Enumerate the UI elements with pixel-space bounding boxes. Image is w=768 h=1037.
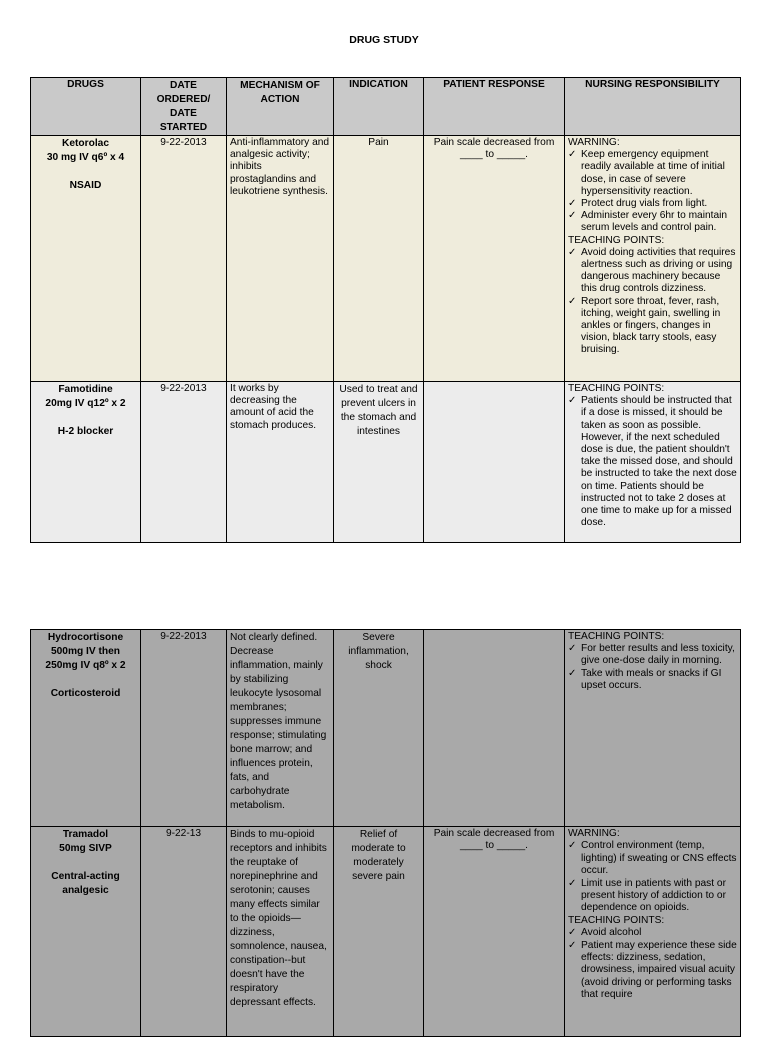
date-cell: 9-22-2013 [141,382,227,543]
date-cell: 9-22-2013 [141,630,227,827]
drug-cell [31,630,141,827]
nursing-cell [565,382,741,543]
teaching-label: TEACHING POINTS: [568,914,665,926]
checkmark-item: ✓ Avoid alcohol [568,927,737,939]
table-row [31,136,741,382]
teaching-label: TEACHING POINTS: [568,234,665,246]
checkmark-item: ✓ Control environment (temp, lighting) if sweating or CNS effects occur. [568,840,737,877]
patient-response-cell: Pain scale decreased from ____ to _____. [424,136,565,382]
checkmark-item: ✓ Limit use in patients with past or present history of addiction to or dependence on opioids. [568,878,737,915]
teaching-label: TEACHING POINTS: [568,631,665,642]
table-header-row [31,78,741,136]
drug-study-table-1 [30,77,741,543]
nursing-cell [565,136,741,382]
mechanism-cell: It works by decreasing the amount of acid the stomach produces. [227,382,334,543]
checkmark-item: ✓ Report sore throat, fever, rash, itching, weight gain, swelling in ankles or fingers, changes in vision, black tarry stools, easy bruising. [568,296,737,357]
warning-label: WARNING: [568,137,620,148]
table-row [31,827,741,1037]
drug-class: H-2 blocker [57,426,114,437]
table-row [31,630,741,827]
header-patient-response: PATIENT RESPONSE [424,78,565,136]
checkmark-item: ✓ For better results and less toxicity, give one-dose daily in morning. [568,643,737,667]
date-cell: 9-22-13 [141,827,227,1037]
header-date: DATE ORDERED/ DATE STARTED [141,78,227,136]
drug-study-table-2 [30,629,741,1037]
header-mechanism: MECHANISM OF ACTION [227,78,334,136]
indication-cell: Severe inflammation, shock [334,630,424,827]
indication-cell: Relief of moderate to moderately severe pain [334,827,424,1037]
checkmark-item: ✓ Administer every 6hr to maintain serum levels and control pain. [568,210,737,234]
checkmark-item: ✓ Patients should be instructed that if a dose is missed, it should be taken as soon as possible. However, if the next scheduled dose is due, the patient shouldn't take the missed dose, and should be instructed to take the next dose on time. Patients should be instructed not to take 2 doses at one time to make up for a missed dose. [568,395,737,529]
header-drugs: DRUGS [31,78,141,136]
nursing-cell [565,630,741,827]
drug-class: NSAID [69,180,102,191]
drug-name: Tramadol [62,829,109,840]
drug-name: Ketorolac [62,138,109,149]
mechanism-cell: Binds to mu-opioid receptors and inhibits the reuptake of norepinephrine and serotonin; causes many effects similar to the opioids—dizziness, somnolence, nausea, constipation--but doesn't have the respiratory depressant effects. [227,827,334,1037]
table-row [31,382,741,543]
drug-cell [31,382,141,543]
checkmark-item: ✓ Avoid doing activities that requires alertness such as driving or using dangerous machinery because this drug controls dizziness. [568,247,737,296]
teaching-label: TEACHING POINTS: [568,383,665,394]
page-title: DRUG STUDY [349,34,419,46]
drug-name: Hydrocortisone [47,632,124,643]
warning-label: WARNING: [568,828,620,839]
drug-dose: 30 mg IV q6º x 4 [46,152,125,163]
date-cell: 9-22-2013 [141,136,227,382]
drug-class: Corticosteroid [50,688,121,699]
checkmark-item: ✓ Keep emergency equipment readily available at time of initial dose, in case of severe hypersensitivity reaction. [568,149,737,198]
patient-response-cell [424,382,565,543]
mechanism-cell: Not clearly defined. Decrease inflammation, mainly by stabilizing leukocyte lysosomal membranes; suppresses immune response; stimulating bone marrow; and influences protein, fats, and carbohydrate metabolism. [227,630,334,827]
drug-dose: 20mg IV q12º x 2 [45,398,126,409]
drug-dose: 50mg SIVP [59,843,112,854]
nursing-cell [565,827,741,1037]
patient-response-cell [424,630,565,827]
indication-cell: Used to treat and prevent ulcers in the stomach and intestines [334,382,424,543]
header-nursing-responsibility: NURSING RESPONSIBILITY [565,78,741,136]
header-indication: INDICATION [334,78,424,136]
drug-dose: 500mg IV then 250mg IV q8º x 2 [45,646,126,671]
mechanism-cell: Anti-inflammatory and analgesic activity; inhibits prostaglandins and leukotriene synthesis. [227,136,334,382]
drug-class: Central-acting analgesic [51,871,120,896]
checkmark-item: ✓ Protect drug vials from light. [568,198,737,210]
checkmark-item: ✓ Take with meals or snacks if GI upset occurs. [568,668,737,692]
drug-name: Famotidine [58,384,113,395]
drug-cell [31,136,141,382]
indication-cell: Pain [334,136,424,382]
checkmark-item: ✓ Patient may experience these side effects: dizziness, sedation, drowsiness, impaired visual acuity (avoid driving or performing tasks that require [568,940,737,1002]
drug-cell [31,827,141,1037]
patient-response-cell: Pain scale decreased from ____ to _____. [424,827,565,1037]
